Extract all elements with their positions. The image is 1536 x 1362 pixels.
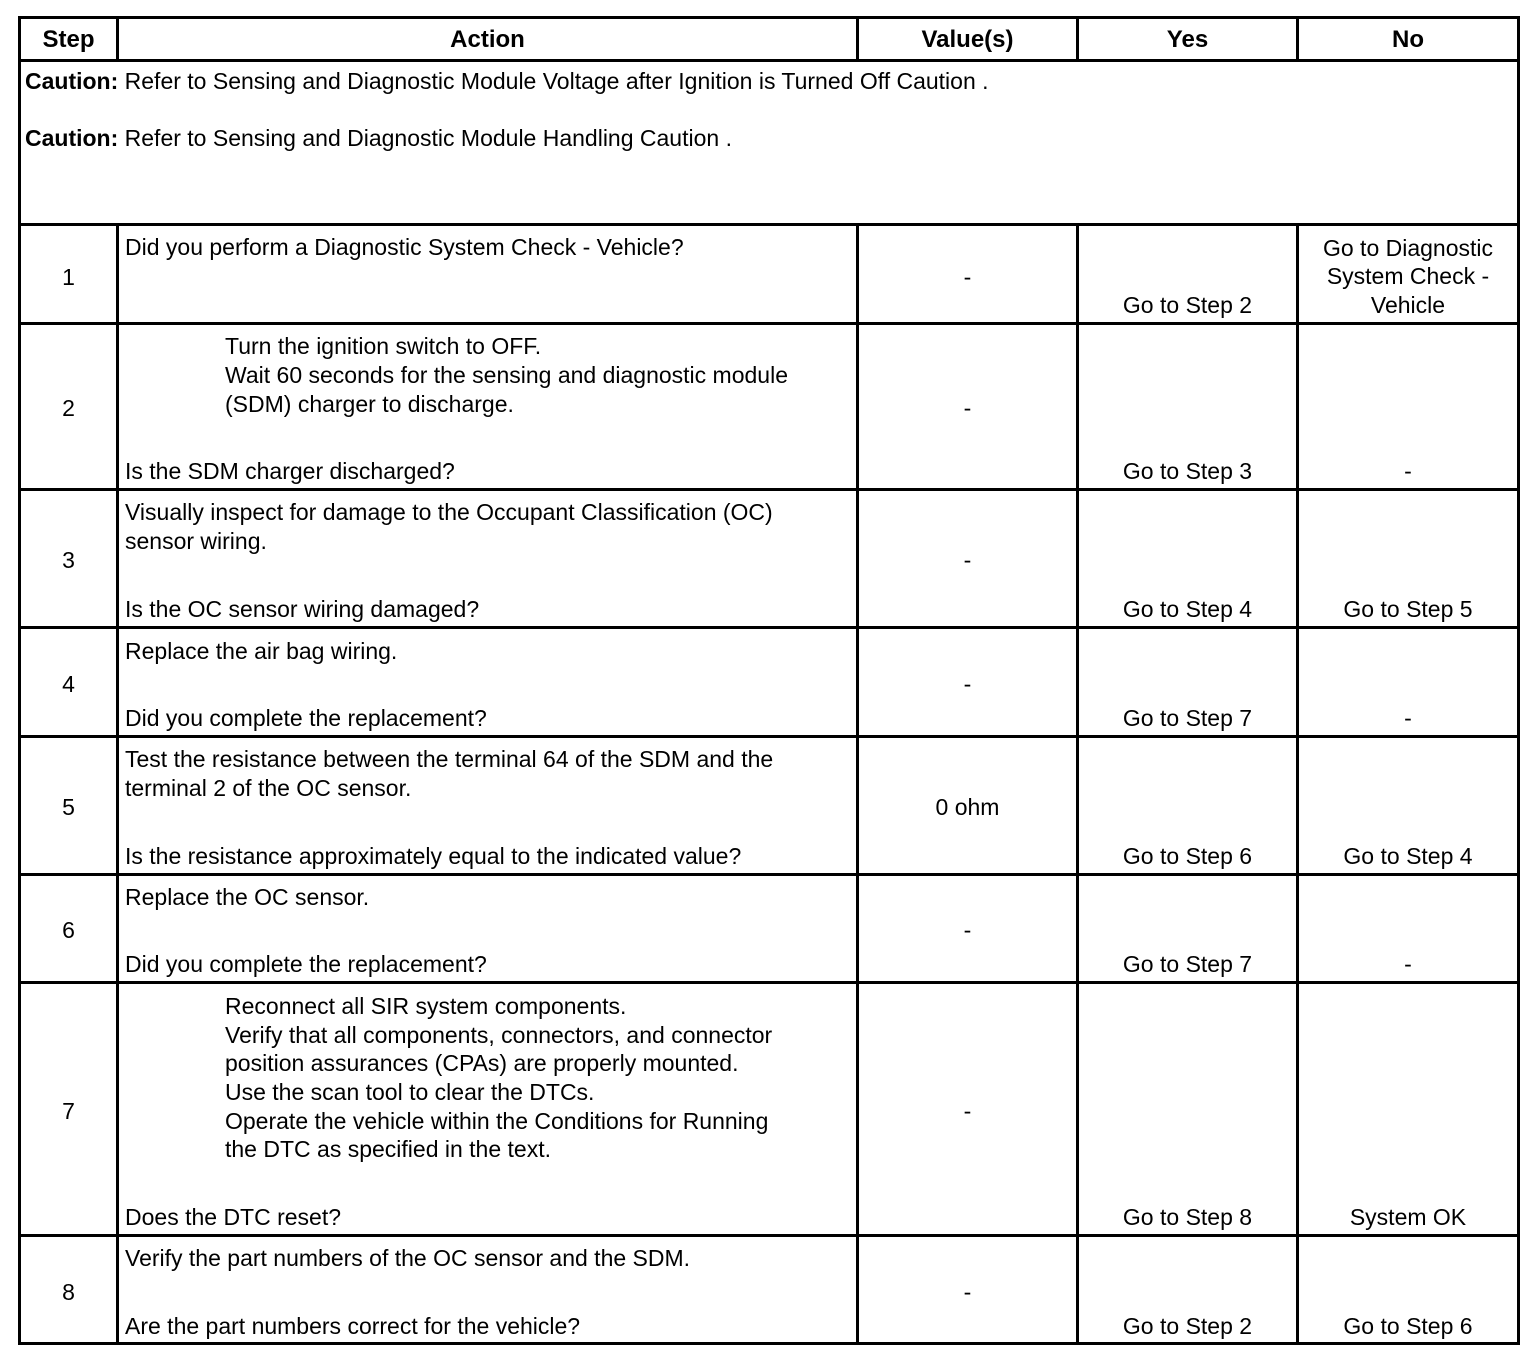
step-number: 7 bbox=[62, 1098, 75, 1124]
step-no: System OK bbox=[1349, 1204, 1467, 1230]
step-question: Is the SDM charger discharged? bbox=[125, 458, 455, 484]
step-yes: Go to Step 4 bbox=[1122, 596, 1253, 622]
step-number: 2 bbox=[62, 395, 75, 421]
caution-1 bbox=[25, 67, 989, 96]
step-value: - bbox=[963, 917, 972, 943]
table-border-top bbox=[18, 16, 1520, 19]
step-action: sensor wiring. bbox=[125, 528, 267, 554]
row-divider bbox=[18, 735, 1520, 738]
caution-2 bbox=[25, 124, 732, 153]
header-no: No bbox=[1392, 26, 1424, 53]
row-divider bbox=[18, 322, 1520, 325]
step-action: Replace the air bag wiring. bbox=[125, 638, 398, 664]
step-action: Did you perform a Diagnostic System Check - Vehicle? bbox=[125, 234, 684, 260]
row-divider bbox=[18, 1234, 1520, 1237]
table-border-bottom bbox=[18, 1342, 1520, 1345]
header-action: Action bbox=[450, 26, 525, 53]
step-question: Is the resistance approximately equal to the indicated value? bbox=[125, 843, 742, 869]
step-question: Does the DTC reset? bbox=[125, 1204, 342, 1230]
column-divider bbox=[856, 223, 859, 1345]
step-value: - bbox=[963, 1279, 972, 1305]
step-number: 5 bbox=[62, 794, 75, 820]
step-action: (SDM) charger to discharge. bbox=[225, 391, 514, 417]
step-yes: Go to Step 7 bbox=[1122, 951, 1253, 977]
step-no: Go to Diagnostic bbox=[1322, 235, 1494, 261]
step-action: Test the resistance between the terminal 64 of the SDM and the bbox=[125, 746, 774, 772]
step-action: terminal 2 of the OC sensor. bbox=[125, 775, 412, 801]
step-value: - bbox=[963, 547, 972, 573]
step-value: - bbox=[963, 671, 972, 697]
step-yes: Go to Step 2 bbox=[1122, 292, 1253, 318]
column-divider bbox=[116, 223, 119, 1345]
row-divider bbox=[18, 626, 1520, 629]
caution-divider bbox=[18, 223, 1520, 226]
step-yes: Go to Step 6 bbox=[1122, 843, 1253, 869]
step-action: Verify the part numbers of the OC sensor and the SDM. bbox=[125, 1245, 691, 1271]
caution-text: Refer to Sensing and Diagnostic Module Handling Caution . bbox=[118, 125, 732, 151]
step-no: Go to Step 5 bbox=[1343, 596, 1473, 622]
caution-text: Refer to Sensing and Diagnostic Module Voltage after Ignition is Turned Off Caution . bbox=[118, 68, 989, 94]
step-value: 0 ohm bbox=[935, 794, 1000, 820]
step-no: - bbox=[1404, 458, 1412, 484]
step-question: Did you complete the replacement? bbox=[125, 705, 487, 731]
step-value: - bbox=[963, 395, 972, 421]
step-question: Are the part numbers correct for the vehicle? bbox=[125, 1313, 581, 1339]
step-number: 8 bbox=[62, 1279, 75, 1305]
step-no: System Check - bbox=[1326, 263, 1490, 289]
header-values: Value(s) bbox=[921, 26, 1014, 53]
row-divider bbox=[18, 873, 1520, 876]
step-action: Wait 60 seconds for the sensing and diagnostic module bbox=[225, 362, 788, 388]
step-action: position assurances (CPAs) are properly mounted. bbox=[225, 1050, 739, 1076]
header-step: Step bbox=[42, 26, 95, 53]
step-action: Reconnect all SIR system components. bbox=[225, 993, 627, 1019]
table-border-right bbox=[1517, 16, 1520, 1345]
header-yes: Yes bbox=[1166, 26, 1209, 53]
step-no: - bbox=[1404, 705, 1412, 731]
step-yes: Go to Step 2 bbox=[1122, 1313, 1253, 1339]
step-value: - bbox=[963, 264, 972, 290]
step-number: 1 bbox=[62, 264, 75, 290]
step-no: Vehicle bbox=[1370, 292, 1446, 318]
step-action: Verify that all components, connectors, and connector bbox=[225, 1022, 773, 1048]
step-action: Replace the OC sensor. bbox=[125, 884, 370, 910]
column-divider bbox=[1296, 223, 1299, 1345]
step-action: Operate the vehicle within the Conditions for Running bbox=[225, 1108, 769, 1134]
column-divider bbox=[1076, 223, 1079, 1345]
step-action: Use the scan tool to clear the DTCs. bbox=[225, 1079, 595, 1105]
step-action: Visually inspect for damage to the Occupant Classification (OC) bbox=[125, 499, 773, 525]
step-number: 3 bbox=[62, 547, 75, 573]
step-action: Turn the ignition switch to OFF. bbox=[225, 333, 542, 359]
step-yes: Go to Step 3 bbox=[1122, 458, 1253, 484]
step-value: - bbox=[963, 1098, 972, 1124]
header-divider bbox=[18, 59, 1520, 62]
step-yes: Go to Step 8 bbox=[1122, 1204, 1253, 1230]
step-action: the DTC as specified in the text. bbox=[225, 1136, 551, 1162]
step-number: 6 bbox=[62, 917, 75, 943]
step-no: - bbox=[1404, 951, 1412, 977]
step-no: Go to Step 6 bbox=[1343, 1313, 1473, 1339]
caution-label: Caution: bbox=[25, 68, 119, 94]
row-divider bbox=[18, 981, 1520, 984]
step-question: Did you complete the replacement? bbox=[125, 951, 487, 977]
step-no: Go to Step 4 bbox=[1343, 843, 1473, 869]
step-yes: Go to Step 7 bbox=[1122, 705, 1253, 731]
caution-label: Caution: bbox=[25, 125, 119, 151]
step-question: Is the OC sensor wiring damaged? bbox=[125, 596, 480, 622]
row-divider bbox=[18, 488, 1520, 491]
step-number: 4 bbox=[62, 671, 75, 697]
